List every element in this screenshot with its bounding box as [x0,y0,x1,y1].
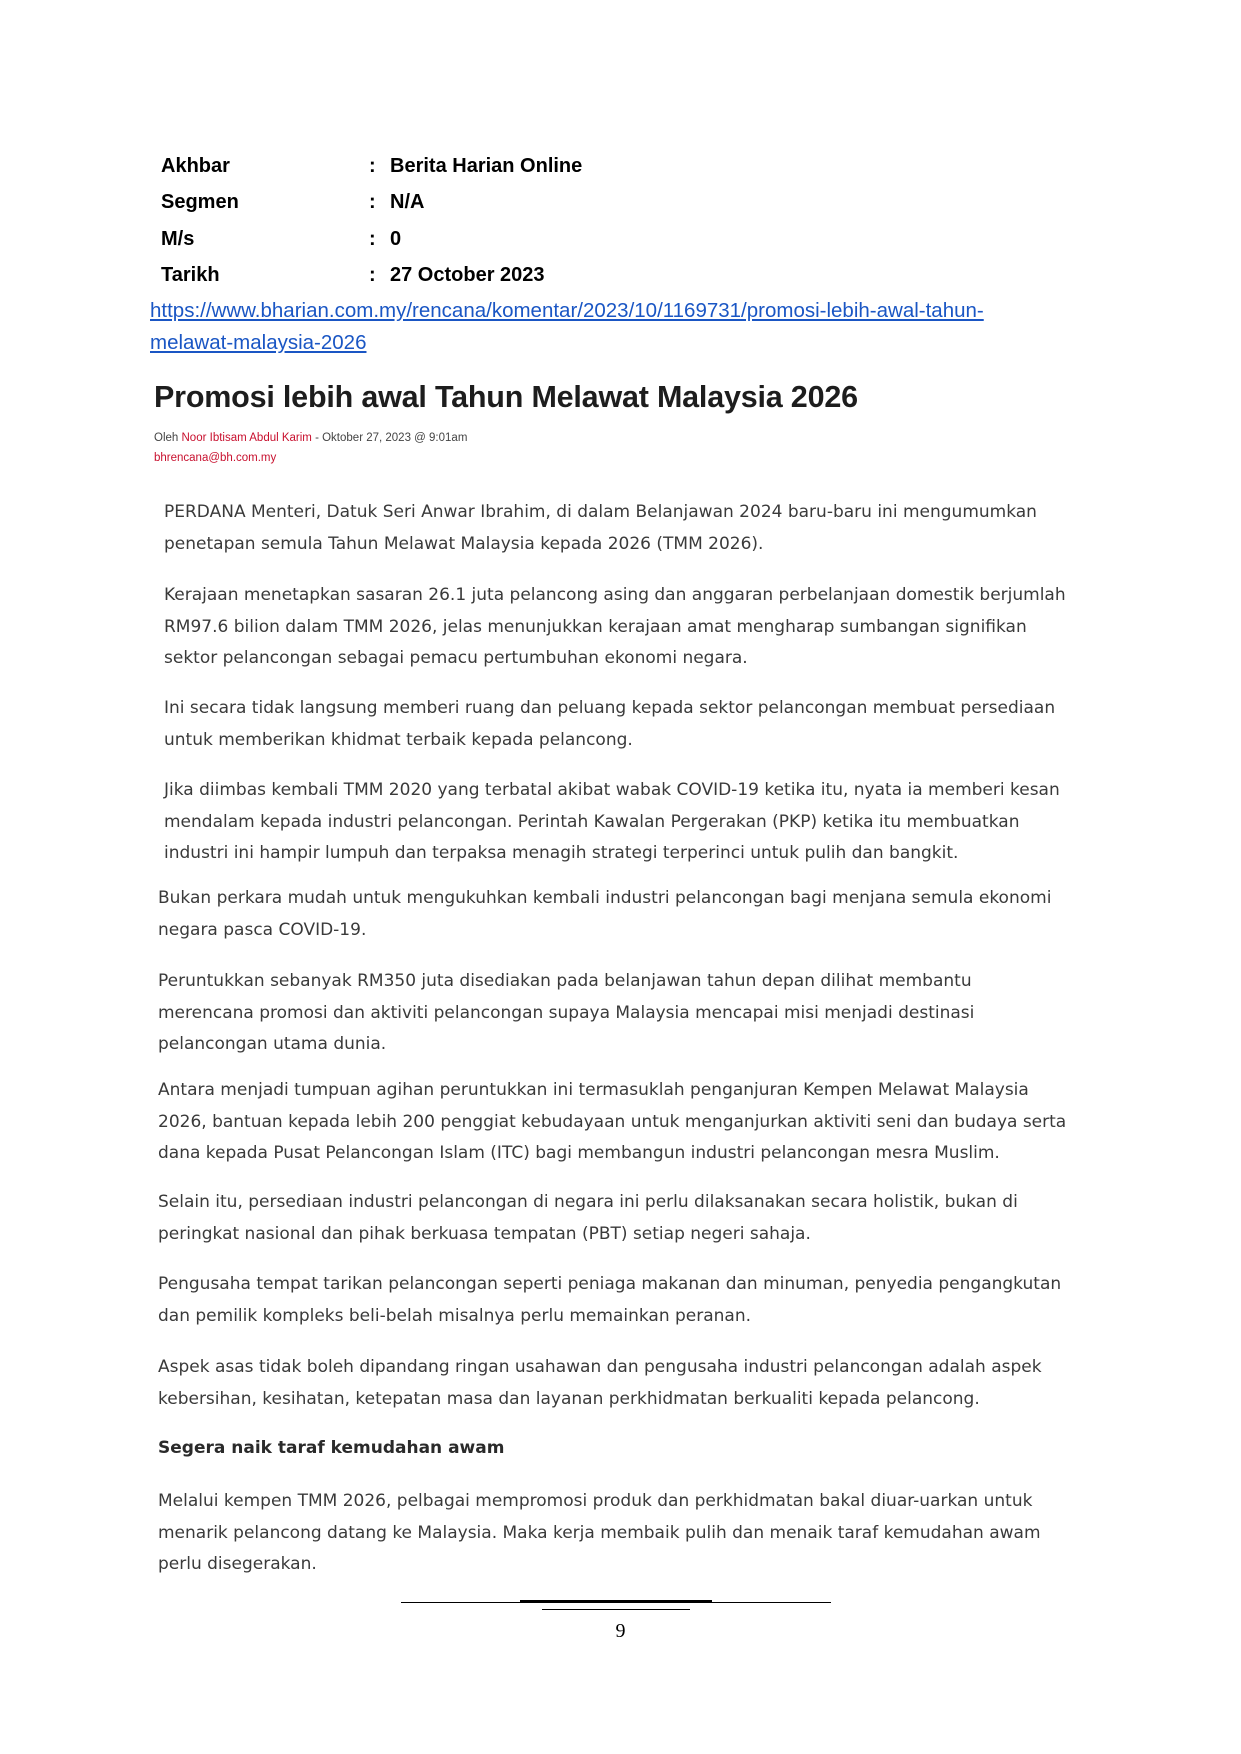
meta-value: N/A [390,191,425,214]
author-email-link[interactable]: bhrencana@bh.com.my [154,452,277,464]
paragraph-line: Kerajaan menetapkan sasaran 26.1 juta pelancong asing dan anggaran perbelanjaan domestik berjumlah [164,585,1066,605]
article-paragraph [164,580,1066,675]
source-link-line-1[interactable]: https://www.bharian.com.my/rencana/komentar/2023/10/1169731/promosi-lebih-awal-tahun- [150,299,984,322]
article-byline [154,428,467,468]
paragraph-line: Antara menjadi tumpuan agihan peruntukkan ini termasuklah penganjuran Kempen Melawat Malaysia [158,1080,1029,1100]
paragraph-line: Selain itu, persediaan industri pelancongan di negara ini perlu dilaksanakan secara holistik, bukan di [158,1192,1018,1212]
paragraph-line: Ini secara tidak langsung memberi ruang dan peluang kepada sektor pelancongan membuat persediaan [164,698,1056,718]
article-subheading: Segera naik taraf kemudahan awam [158,1438,505,1458]
article-paragraph [158,1352,1042,1415]
byline-prefix: Oleh [154,432,182,444]
author-link[interactable]: Noor Ibtisam Abdul Karim [181,432,312,444]
source-link-line-2[interactable]: melawat-malaysia-2026 [150,331,367,354]
paragraph-line: sektor pelancongan sebagai pemacu pertumbuhan ekonomi negara. [164,648,748,668]
article-paragraph [158,883,1051,946]
article-paragraph [158,1486,1041,1581]
article-paragraph [158,1187,1018,1250]
article-paragraph [158,1269,1061,1332]
meta-colon: : [369,191,376,214]
meta-colon: : [369,227,376,250]
meta-row-segmen [161,185,582,222]
source-link[interactable] [150,295,1110,359]
paragraph-line: perlu disegerakan. [158,1554,317,1574]
paragraph-line: merencana promosi dan aktiviti pelancongan supaya Malaysia mencapai misi menjadi destinasi [158,1002,975,1023]
footer-divider-accent [520,1600,712,1602]
footer-divider [401,1602,831,1603]
paragraph-line: dan pemilik kompleks beli-belah misalnya perlu memainkan peranan. [158,1305,752,1326]
paragraph-line: kebersihan, kesihatan, ketepatan masa dan layanan perkhidmatan berkualiti kepada pelancong. [158,1388,980,1409]
paragraph-line: 2026, bantuan kepada lebih 200 penggiat kebudayaan untuk menganjurkan aktiviti seni dan budaya serta [158,1111,1067,1132]
meta-block [161,148,582,294]
paragraph-line: negara pasca COVID-19. [158,919,367,940]
article-paragraph [164,775,1060,870]
meta-value: Berita Harian Online [390,154,583,177]
meta-label: Segmen [161,191,239,214]
paragraph-line: Peruntukkan sebanyak RM350 juta disediakan pada belanjawan tahun depan dilihat membantu [158,971,972,991]
paragraph-line: penetapan semula Tahun Melawat Malaysia kepada 2026 (TMM 2026). [164,533,764,554]
article-paragraph [158,966,974,1061]
article-paragraph [158,1075,1066,1170]
page-number: 9 [615,1620,626,1642]
paragraph-line: Pengusaha tempat tarikan pelancongan seperti peniaga makanan dan minuman, penyedia pengangkutan [158,1274,1062,1294]
meta-row-ms [161,221,582,258]
byline-date: - Oktober 27, 2023 @ 9:01am [311,432,468,444]
paragraph-line: industri ini hampir lumpuh dan terpaksa menagih strategi terperinci untuk pulih dan bangkit. [164,843,959,863]
meta-colon: : [369,264,376,287]
article-headline: Promosi lebih awal Tahun Melawat Malaysia 2026 [154,380,858,414]
paragraph-line: mendalam kepada industri pelancongan. Perintah Kawalan Pergerakan (PKP) ketika itu membuatkan [164,811,1020,832]
meta-value: 0 [390,227,402,250]
meta-value: 27 October 2023 [390,264,545,287]
paragraph-line: Melalui kempen TMM 2026, pelbagai mempromosi produk dan perkhidmatan bakal diuar-uarkan untuk [158,1491,1033,1511]
meta-colon: : [369,154,376,177]
footer-divider-short [542,1609,690,1610]
article-paragraph [164,497,1037,560]
meta-row-akhbar [161,148,582,185]
paragraph-line: Aspek asas tidak boleh dipandang ringan usahawan dan pengusaha industri pelancongan adalah aspek [158,1357,1042,1377]
paragraph-line: Bukan perkara mudah untuk mengukuhkan kembali industri pelancongan bagi menjana semula ekonomi [158,888,1052,908]
paragraph-line: RM97.6 bilion dalam TMM 2026, jelas menunjukkan kerajaan amat mengharap sumbangan signifikan [164,616,1027,637]
paragraph-line: peringkat nasional dan pihak berkuasa tempatan (PBT) setiap negeri sahaja. [158,1223,811,1244]
paragraph-line: pelancongan utama dunia. [158,1034,387,1054]
article-paragraph [164,693,1055,756]
paragraph-line: PERDANA Menteri, Datuk Seri Anwar Ibrahim, di dalam Belanjawan 2024 baru-baru ini mengumumkan [164,502,1037,522]
meta-label: M/s [161,227,195,250]
meta-label: Tarikh [161,264,220,287]
paragraph-line: menarik pelancong datang ke Malaysia. Maka kerja membaik pulih dan menaik taraf kemudahan awam [158,1522,1041,1543]
paragraph-line: untuk memberikan khidmat terbaik kepada pelancong. [164,729,633,750]
paragraph-line: dana kepada Pusat Pelancongan Islam (ITC) bagi membangun industri pelancongan mesra Muslim. [158,1143,1000,1163]
meta-row-tarikh [161,258,582,295]
meta-label: Akhbar [161,154,230,177]
paragraph-line: Jika diimbas kembali TMM 2020 yang terbatal akibat wabak COVID-19 ketika itu, nyata ia memberi kesan [164,780,1060,800]
